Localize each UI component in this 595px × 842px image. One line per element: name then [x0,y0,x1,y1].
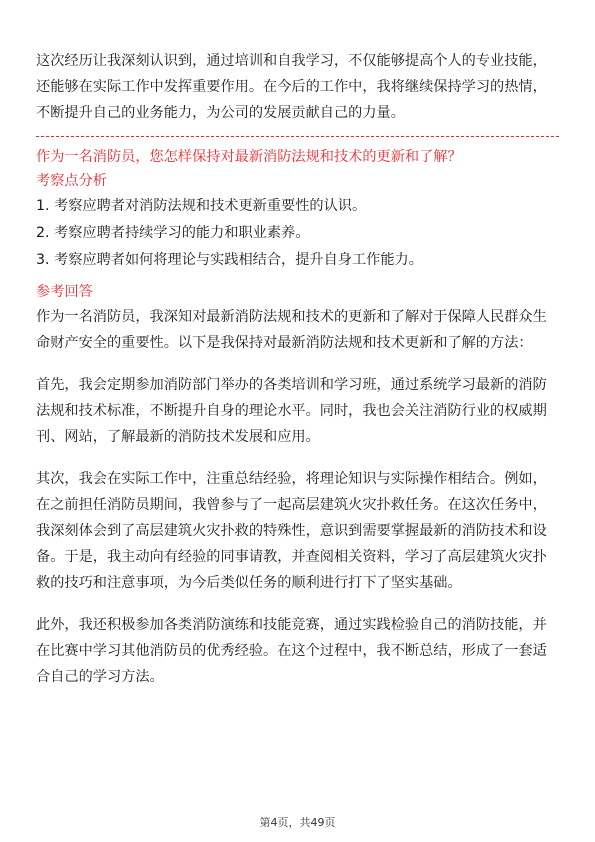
answer-paragraph-1 [36,304,559,356]
answer-line: 命财产安全的重要性。以下是我保持对最新消防法规和技术更新和了解的方法： [36,335,533,351]
analysis-item: 1. 考察应聘者对消防法规和技术更新重要性的认识。 [36,198,367,214]
answer-line: 首先，我会定期参加消防部门举办的各类培训和学习班，通过系统学习最新的消防 [36,377,547,393]
analysis-item: 3. 考察应聘者如何将理论与实践相结合，提升自身工作能力。 [36,252,423,268]
answer-line: 我深刻体会到了高层建筑火灾扑救的特殊性，意识到需要掌握最新的消防技术和设 [36,523,547,539]
analysis-list [36,193,559,274]
answer-paragraph-3 [36,466,559,596]
answer-line: 此外，我还积极参加各类消防演练和技能竞赛，通过实践检验自己的消防技能，并 [36,617,547,633]
analysis-heading: 考察点分析 [36,173,107,189]
intro-paragraph [36,48,559,126]
answer-line: 救的技巧和注意事项，为今后类似任务的顺利进行打下了坚实基础。 [36,575,462,591]
answer-line: 在比赛中学习其他消防员的优秀经验。在这个过程中，我不断总结，形成了一套适 [36,643,547,659]
page-number: 第4页，共49页 [259,816,336,829]
answer-line: 作为一名消防员，我深知对最新消防法规和技术的更新和了解对于保障人民群众生 [36,309,547,325]
answer-line: 法规和技术标准，不断提升自身的理论水平。同时，我也会关注消防行业的权威期 [36,403,547,419]
question-heading: 作为一名消防员，您怎样保持对最新消防法规和技术的更新和了解？ [36,149,462,165]
answer-line: 在之前担任消防员期间，我曾参与了一起高层建筑火灾扑救任务。在这次任务中， [36,497,547,513]
section-divider [36,136,559,137]
intro-line: 不断提升自己的业务能力，为公司的发展贡献自己的力量。 [36,105,405,121]
answer-paragraph-2 [36,372,559,450]
answer-line: 备。于是，我主动向有经验的同事请教，并查阅相关资料，学习了高层建筑火灾扑 [36,549,547,565]
answer-line: 合自己的学习方法。 [36,669,164,685]
answer-paragraph-4 [36,612,559,690]
answer-line: 刊、网站，了解最新的消防技术发展和应用。 [36,429,320,445]
intro-line: 还能够在实际工作中发挥重要作用。在今后的工作中，我将继续保持学习的热情， [36,79,547,95]
analysis-item: 2. 考察应聘者持续学习的能力和职业素养。 [36,225,310,241]
answer-line: 其次，我会在实际工作中，注重总结经验，将理论知识与实际操作相结合。例如， [36,471,547,487]
page-content [36,48,559,690]
answer-heading: 参考回答 [36,284,93,300]
intro-line: 这次经历让我深刻认识到，通过培训和自我学习，不仅能够提高个人的专业技能， [36,53,547,69]
